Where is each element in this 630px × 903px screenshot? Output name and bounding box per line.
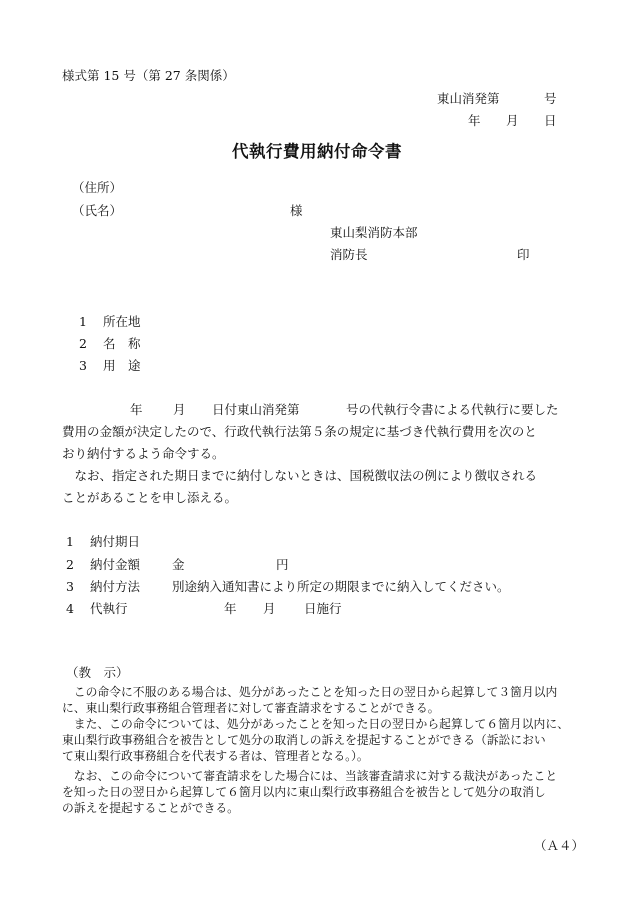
body-ref-day-number: 日付東山消発第	[212, 402, 300, 417]
date-month: 月	[506, 113, 519, 128]
payment-item-number: 1	[66, 534, 74, 549]
notice-line: 東山梨行政事務組合を被告として処分の取消しの訴えを提起することができる（訴訟におい	[62, 733, 546, 747]
property-item	[79, 314, 141, 330]
notice-line: に、東山梨行政事務組合管理者に対して審査請求をすることができる。	[62, 701, 440, 715]
payment-item-number: 2	[66, 557, 74, 572]
payment-item-number: 3	[66, 579, 74, 594]
payment-amount-prefix: 金	[172, 557, 185, 572]
date-day: 日	[544, 113, 557, 128]
notice-line: また、この命令については、処分があったことを知った日の翌日から起算して６箇月以内に、	[62, 717, 569, 731]
document-number-prefix: 東山消発第	[437, 91, 500, 106]
property-item-label: 名 称	[103, 336, 141, 351]
property-item	[79, 336, 141, 352]
notice-line: なお、この命令について審査請求をした場合には、当該審査請求に対する裁決があったこと	[62, 769, 558, 783]
recipient-honorific: 様	[290, 203, 303, 218]
body-paragraph-line: ことがあることを申し添える。	[62, 490, 238, 505]
payment-amount-label: 納付金額	[90, 557, 141, 572]
property-item-number: 2	[79, 336, 87, 351]
payment-due-date-label: 納付期日	[90, 534, 141, 549]
sender-chief-title: 消防長	[330, 247, 368, 262]
body-paragraph-line: おり納付するよう命令する。	[62, 446, 225, 461]
property-item	[79, 358, 141, 374]
body-paragraph-line: なお、指定された期日までに納付しないときは、国税徴収法の例により徴収される	[62, 468, 538, 483]
paper-size-label: （Ａ４）	[534, 838, 585, 853]
recipient-address-label: （住所）	[72, 180, 123, 195]
body-paragraph-line: 費用の金額が決定したので、行政代執行法第５条の規定に基づき代執行費用を次のと	[62, 424, 537, 439]
payment-method-label: 納付方法	[90, 579, 141, 594]
notice-line: の訴えを提起することができる。	[62, 801, 239, 815]
execution-month: 月	[263, 601, 276, 616]
payment-item-number: 4	[66, 601, 74, 616]
notice-heading: （教 示）	[66, 665, 129, 680]
sender-organization: 東山梨消防本部	[330, 225, 418, 240]
execution-year: 年	[224, 601, 237, 616]
property-item-label: 用 途	[103, 358, 141, 373]
body-ref-order-text: 号の代執行令書による代執行に要した	[346, 402, 559, 417]
payment-method-text: 別途納入通知書により所定の期限までに納入してください。	[172, 579, 510, 594]
document-number-suffix: 号	[544, 91, 557, 106]
property-item-number: 1	[79, 314, 87, 329]
notice-line: この命令に不服のある場合は、処分があったことを知った日の翌日から起算して３箇月以内	[62, 685, 558, 699]
document-title: 代執行費用納付命令書	[232, 142, 402, 161]
seal-mark: 印	[517, 247, 530, 262]
payment-amount-unit: 円	[276, 557, 289, 572]
notice-line: を知った日の翌日から起算して６箇月以内に東山梨行政事務組合を被告として処分の取消し	[62, 785, 546, 799]
recipient-name-label: （氏名）	[72, 203, 123, 218]
form-number: 様式第 15 号（第 27 条関係）	[62, 68, 235, 83]
body-ref-year: 年	[130, 402, 143, 417]
notice-line: て東山梨行政事務組合を代表する者は、管理者となる。）。	[62, 749, 369, 763]
execution-day: 日施行	[304, 601, 342, 616]
date-year: 年	[468, 113, 481, 128]
body-ref-month: 月	[173, 402, 186, 417]
execution-label: 代執行	[90, 601, 128, 616]
property-item-label: 所在地	[103, 314, 141, 329]
property-item-number: 3	[79, 358, 87, 373]
